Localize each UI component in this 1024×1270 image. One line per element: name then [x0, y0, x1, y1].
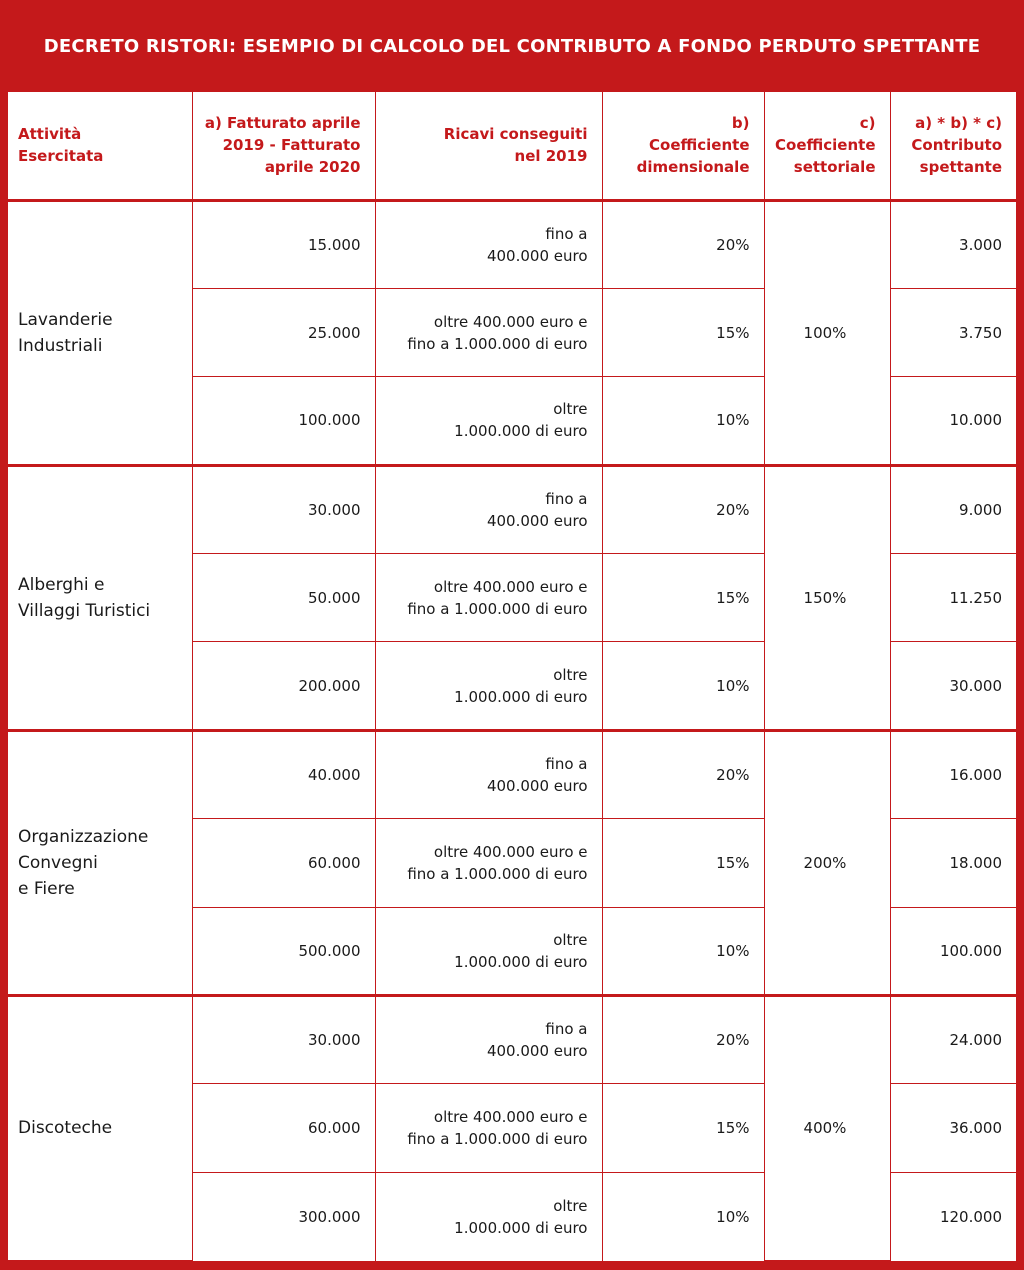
revenue-line: fino a 1.000.000 di euro: [407, 599, 588, 618]
revenue-line: 1.000.000 di euro: [454, 687, 588, 706]
difference-cell: 300.000: [192, 1172, 375, 1260]
revenue-line: fino a: [545, 489, 588, 508]
sector-coefficient-cell: 400%: [764, 995, 890, 1260]
table-row: [8, 995, 1016, 1083]
header-sector-coefficient: [764, 92, 890, 200]
revenue-line: 1.000.000 di euro: [454, 1218, 588, 1237]
contribution-cell: 100.000: [890, 907, 1016, 995]
header-line: Ricavi conseguiti: [443, 125, 588, 144]
header-line: nel 2019: [514, 147, 588, 166]
revenue-cell: [375, 995, 602, 1083]
header-line: Attività: [18, 125, 82, 144]
size-coefficient-cell: 10%: [602, 1172, 764, 1260]
revenue-line: 400.000 euro: [486, 776, 588, 795]
table-row: [8, 465, 1016, 553]
header-line: c): [859, 114, 876, 133]
revenue-line: oltre 400.000 euro e: [433, 842, 588, 861]
header-line: settoriale: [793, 158, 876, 177]
header-row: [8, 92, 1016, 200]
sector-coefficient-cell: 200%: [764, 730, 890, 995]
size-coefficient-cell: 10%: [602, 907, 764, 995]
header-revenue-2019: [375, 92, 602, 200]
difference-cell: 500.000: [192, 907, 375, 995]
contribution-cell: 3.000: [890, 200, 1016, 288]
difference-cell: 200.000: [192, 642, 375, 730]
header-line: Coefficiente: [775, 136, 876, 155]
header-line: 2019 - Fatturato: [222, 136, 361, 155]
size-coefficient-cell: 10%: [602, 642, 764, 730]
header-contribution: [890, 92, 1016, 200]
contribution-cell: 3.750: [890, 288, 1016, 376]
revenue-cell: [375, 819, 602, 907]
activity-line: Villaggi Turistici: [18, 600, 151, 621]
contribution-cell: 10.000: [890, 377, 1016, 465]
revenue-line: 1.000.000 di euro: [454, 422, 588, 441]
header-line: a) Fatturato aprile: [204, 114, 361, 133]
revenue-line: oltre 400.000 euro e: [433, 577, 588, 596]
activity-cell: [8, 995, 192, 1260]
revenue-cell: [375, 730, 602, 818]
revenue-line: fino a: [545, 1020, 588, 1039]
revenue-line: oltre 400.000 euro e: [433, 1107, 588, 1126]
size-coefficient-cell: 20%: [602, 730, 764, 818]
revenue-line: oltre: [553, 930, 588, 949]
table-row: [8, 730, 1016, 818]
revenue-line: 400.000 euro: [486, 246, 588, 265]
revenue-line: 1.000.000 di euro: [454, 952, 588, 971]
size-coefficient-cell: 15%: [602, 554, 764, 642]
revenue-line: fino a: [545, 224, 588, 243]
difference-cell: 30.000: [192, 465, 375, 553]
revenue-line: oltre: [553, 665, 588, 684]
size-coefficient-cell: 20%: [602, 465, 764, 553]
contribution-cell: 11.250: [890, 554, 1016, 642]
contribution-cell: 24.000: [890, 995, 1016, 1083]
header-activity: [8, 92, 192, 200]
header-revenue-difference: [192, 92, 375, 200]
contribution-cell: 120.000: [890, 1172, 1016, 1260]
header-line: spettante: [919, 158, 1002, 177]
revenue-line: 400.000 euro: [486, 511, 588, 530]
table-row: [8, 200, 1016, 288]
revenue-cell: [375, 554, 602, 642]
header-line: b): [731, 114, 750, 133]
activity-cell: [8, 200, 192, 465]
activity-cell: [8, 465, 192, 730]
size-coefficient-cell: 15%: [602, 288, 764, 376]
revenue-line: fino a 1.000.000 di euro: [407, 334, 588, 353]
contribution-cell: 9.000: [890, 465, 1016, 553]
contribution-cell: 36.000: [890, 1084, 1016, 1172]
difference-cell: 15.000: [192, 200, 375, 288]
header-line: Esercitata: [18, 147, 104, 166]
sector-coefficient-cell: 100%: [764, 200, 890, 465]
activity-line: Convegni: [18, 852, 98, 873]
revenue-cell: [375, 642, 602, 730]
activity-line: e Fiere: [18, 878, 75, 899]
contribution-cell: 18.000: [890, 819, 1016, 907]
difference-cell: 60.000: [192, 1084, 375, 1172]
revenue-cell: [375, 907, 602, 995]
size-coefficient-cell: 15%: [602, 819, 764, 907]
difference-cell: 25.000: [192, 288, 375, 376]
activity-line: Lavanderie: [18, 309, 113, 330]
revenue-line: fino a 1.000.000 di euro: [407, 1129, 588, 1148]
revenue-cell: [375, 288, 602, 376]
revenue-cell: [375, 465, 602, 553]
revenue-line: oltre: [553, 1196, 588, 1215]
revenue-line: 400.000 euro: [486, 1042, 588, 1061]
activity-line: Alberghi e: [18, 574, 105, 595]
contribution-table: [8, 92, 1016, 1261]
header-line: aprile 2020: [264, 158, 361, 177]
revenue-cell: [375, 200, 602, 288]
revenue-line: fino a 1.000.000 di euro: [407, 864, 588, 883]
revenue-cell: [375, 377, 602, 465]
size-coefficient-cell: 15%: [602, 1084, 764, 1172]
sector-coefficient-cell: 150%: [764, 465, 890, 730]
activity-line: Discoteche: [18, 1118, 113, 1139]
header-line: dimensionale: [636, 158, 750, 177]
size-coefficient-cell: 20%: [602, 995, 764, 1083]
difference-cell: 50.000: [192, 554, 375, 642]
activity-cell: [8, 730, 192, 995]
table-panel: [8, 92, 1016, 1261]
revenue-line: oltre: [553, 400, 588, 419]
page-title: DECRETO RISTORI: ESEMPIO DI CALCOLO DEL CONTRIBUTO A FONDO PERDUTO SPETTANTE: [43, 35, 981, 57]
header-line: a) * b) * c): [915, 114, 1002, 133]
contribution-cell: 16.000: [890, 730, 1016, 818]
activity-line: Organizzazione: [18, 826, 149, 847]
difference-cell: 60.000: [192, 819, 375, 907]
revenue-line: oltre 400.000 euro e: [433, 312, 588, 331]
activity-line: Industriali: [18, 335, 103, 356]
difference-cell: 100.000: [192, 377, 375, 465]
size-coefficient-cell: 20%: [602, 200, 764, 288]
contribution-cell: 30.000: [890, 642, 1016, 730]
header-line: Coefficiente: [649, 136, 750, 155]
header-line: Contributo: [911, 136, 1002, 155]
header-size-coefficient: [602, 92, 764, 200]
revenue-cell: [375, 1172, 602, 1260]
size-coefficient-cell: 10%: [602, 377, 764, 465]
difference-cell: 40.000: [192, 730, 375, 818]
revenue-line: fino a: [545, 754, 588, 773]
revenue-cell: [375, 1084, 602, 1172]
difference-cell: 30.000: [192, 995, 375, 1083]
